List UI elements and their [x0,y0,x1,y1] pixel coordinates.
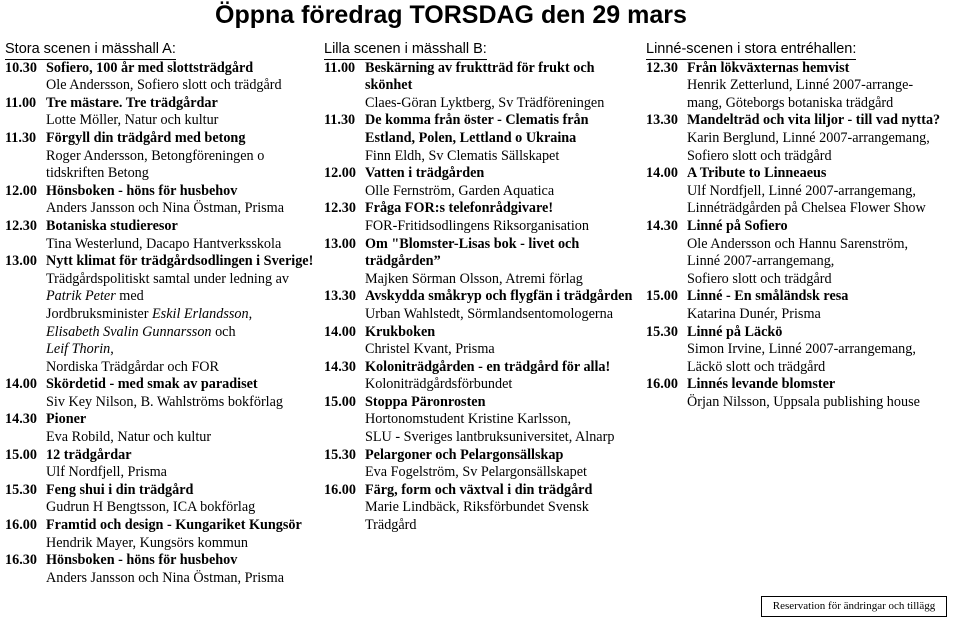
column-lilla-scenen [324,41,642,535]
session-speaker-line: Lotte Möller, Natur och kultur [46,112,219,129]
entry-heading-row [646,288,958,306]
session-speaker-line: Katarina Dunér, Prisma [687,305,821,322]
column-heading: Lilla scenen i mässhall B: [324,41,487,60]
session-time: 14.30 [324,358,356,375]
session-title: Hönsboken - höns för husbehov [46,182,238,199]
session-speaker-line: Siv Key Nilson, B. Wahlströms bokförlag [46,393,284,410]
schedule-entry [646,112,958,165]
session-speaker-line: SLU - Sveriges lantbruksuniversitet, Alnarp [365,429,615,446]
entry-heading-row [5,376,315,394]
session-speaker-line: Henrik Zetterlund, Linné 2007-arrange- [687,77,914,94]
session-time: 12.30 [5,217,37,234]
session-title: Linné - En småländsk resa [687,288,849,305]
session-time: 12.30 [646,59,678,76]
entry-heading-row [5,517,315,535]
entry-heading-row [5,253,315,271]
session-speaker-line: Christel Kvant, Prisma [365,341,495,358]
session-time: 14.30 [5,411,37,428]
entry-heading-row [5,411,315,429]
column-heading: Linné-scenen i stora entréhallen: [646,41,856,60]
entry-heading-row [5,60,315,78]
session-time: 14.00 [324,323,356,340]
session-speaker-line: Hendrik Mayer, Kungsörs kommun [46,534,248,551]
schedule-entry [646,324,958,377]
schedule-entry [324,112,642,165]
session-title: Avskydda småkryp och flygfän i trädgården [365,288,633,305]
session-time: 12.30 [324,200,356,217]
schedule-entry [5,218,315,253]
session-time: 15.30 [646,323,678,340]
entry-heading-row [646,165,958,183]
entry-heading-row [5,447,315,465]
entry-heading-row [324,288,642,306]
session-time: 14.00 [5,376,37,393]
session-speaker-line: Örjan Nilsson, Uppsala publishing house [687,393,920,410]
session-speaker-line: Ulf Nordfjell, Prisma [46,464,167,481]
session-time: 13.30 [646,112,678,129]
session-time: 11.30 [5,129,37,146]
session-title: Från lökväxternas hemvist [687,59,850,76]
session-speaker-line: Ole Andersson och Hannu Sarenström, [687,235,909,252]
session-title: Linnés levande blomster [687,376,836,393]
schedule-entry [324,447,642,482]
schedule-entry [646,288,958,323]
session-title: Beskärning av fruktträd för frukt och skönhet [365,59,595,94]
session-title: Botaniska studieresor [46,217,178,234]
schedule-entry [5,183,315,218]
session-time: 10.30 [5,59,37,76]
session-time: 16.00 [5,517,37,534]
session-speaker-line: Eva Robild, Natur och kultur [46,429,212,446]
schedule-entry [5,253,315,376]
session-speaker-line: Trädgård [365,517,417,534]
column-heading: Stora scenen i mässhall A: [5,41,176,60]
session-speaker-line: Roger Andersson, Betongföreningen o [46,147,265,164]
session-title: Pelargoner och Pelargonsällskap [365,446,564,463]
schedule-entry [646,376,958,411]
entry-heading-row [646,218,958,236]
session-speaker-line: Ulf Nordfjell, Linné 2007-arrangemang, [687,182,916,199]
session-speaker-line: mang, Göteborgs botaniska trädgård [687,94,894,111]
session-time: 15.30 [324,446,356,463]
session-title: Stoppa Päronrosten [365,393,486,410]
session-title: Om "Blomster-Lisas bok - livet och trädgården” [365,235,580,270]
session-title: Skördetid - med smak av paradiset [46,376,258,393]
column-stora-scenen [5,41,315,587]
session-time: 15.00 [5,446,37,463]
session-time: 16.00 [646,376,678,393]
session-title: De komma från öster - Clematis från Estland, Polen, Lettland o Ukraina [365,112,589,146]
reservation-note: Reservation för ändringar och tillägg [761,596,947,617]
entry-heading-row [324,482,642,500]
entry-heading-row [324,200,642,218]
session-speaker-line: Anders Jansson och Nina Östman, Prisma [46,569,285,586]
session-title: Vatten i trädgården [365,165,485,182]
session-speaker-line: Claes-Göran Lyktberg, Sv Trädföreningen [365,94,605,111]
session-time: 15.30 [5,481,37,498]
column-linne-scenen [646,41,958,411]
session-title: Hönsboken - höns för husbehov [46,552,238,569]
session-speaker-line: Karin Berglund, Linné 2007-arrangemang, [687,129,930,146]
session-time: 11.00 [5,94,37,111]
session-time: 12.00 [5,182,37,199]
session-speaker-line: Leif Thorin, [46,341,114,358]
session-title: A Tribute to Linneaeus [687,165,827,182]
entry-heading-row [324,236,642,271]
entry-heading-row [324,447,642,465]
session-speaker-line: Anders Jansson och Nina Östman, Prisma [46,200,285,217]
entry-heading-row [324,359,642,377]
session-title: Linné på Sofiero [687,217,788,234]
session-time: 14.30 [646,217,678,234]
session-title: Sofiero, 100 år med slottsträdgård [46,59,254,76]
session-speaker-line: Eva Fogelström, Sv Pelargonsällskapet [365,464,587,481]
schedule-entry [5,482,315,517]
schedule-list [5,60,315,588]
schedule-entry [324,394,642,447]
session-speaker-line: Sofiero slott och trädgård [687,270,832,287]
session-title: Koloniträdgården - en trädgård för alla! [365,358,611,375]
session-time: 12.00 [324,165,356,182]
session-speaker-line: Simon Irvine, Linné 2007-arrangemang, [687,341,916,358]
entry-heading-row [324,394,642,412]
schedule-entry [5,95,315,130]
schedule-entry [324,236,642,289]
schedule-entry [324,288,642,323]
session-speaker-line: FOR-Fritidsodlingens Riksorganisation [365,217,589,234]
entry-heading-row [5,130,315,148]
session-speaker-line: Linnéträdgården på Chelsea Flower Show [687,200,926,217]
page-title: Öppna föredrag TORSDAG den 29 mars [215,1,687,29]
session-speaker-line: Olle Fernström, Garden Aquatica [365,182,555,199]
session-speaker-line: Trädgårdspolitiskt samtal under ledning av [46,270,289,287]
schedule-entry [5,376,315,411]
schedule-entry [324,165,642,200]
entry-heading-row [646,60,958,78]
session-speaker-line: Gudrun H Bengtsson, ICA bokförlag [46,499,256,516]
session-speaker-line: Läckö slott och trädgård [687,358,826,375]
session-title: Feng shui i din trädgård [46,481,194,498]
session-time: 14.00 [646,165,678,182]
entry-heading-row [324,112,642,147]
session-time: 13.00 [324,235,356,252]
schedule-entry [646,218,958,288]
session-time: 16.00 [324,481,356,498]
schedule-entry [5,130,315,183]
session-speaker-line: Elisabeth Svalin Gunnarsson och [46,323,236,340]
session-speaker-line: Nordiska Trädgårdar och FOR [46,358,219,375]
session-title: Förgyll din trädgård med betong [46,129,246,146]
session-title: Nytt klimat för trädgårdsodlingen i Sverige! [46,253,314,270]
schedule-entry [324,60,642,113]
schedule-entry [5,60,315,95]
session-speaker-line: Hortonomstudent Kristine Karlsson, [365,411,572,428]
session-title: Tre mästare. Tre trädgårdar [46,94,218,111]
session-speaker-line: Finn Eldh, Sv Clematis Sällskapet [365,147,560,164]
session-title: Framtid och design - Kungariket Kungsör [46,517,302,534]
session-title: Krukboken [365,323,436,340]
schedule-entry [5,411,315,446]
entry-heading-row [5,218,315,236]
entry-heading-row [646,112,958,130]
session-speaker-line: Urban Wahlstedt, Sörmlandsentomologerna [365,305,614,322]
entry-heading-row [5,95,315,113]
session-title: Fråga FOR:s telefonrådgivare! [365,200,554,217]
schedule-entry [646,60,958,113]
entry-heading-row [5,552,315,570]
session-speaker-line: Jordbruksminister Eskil Erlandsson, [46,305,253,322]
schedule-entry [324,482,642,535]
schedule-entry [646,165,958,218]
session-title: Pioner [46,411,87,428]
entry-heading-row [324,60,642,95]
session-speaker-line: Tina Westerlund, Dacapo Hantverksskola [46,235,282,252]
session-title: Linné på Läckö [687,323,783,340]
session-title: 12 trädgårdar [46,446,132,463]
session-speaker-line: Marie Lindbäck, Riksförbundet Svensk [365,499,589,516]
entry-heading-row [646,324,958,342]
session-speaker-line: Koloniträdgårdsförbundet [365,376,513,393]
session-speaker-line: Linné 2007-arrangemang, [687,253,835,270]
session-time: 15.00 [646,288,678,305]
schedule-list [646,60,958,412]
session-speaker-line: Patrik Peter med [46,288,144,305]
schedule-entry [324,200,642,235]
schedule-list [324,60,642,535]
entry-heading-row [324,324,642,342]
entry-heading-row [324,165,642,183]
session-time: 11.00 [324,59,356,76]
entry-heading-row [5,183,315,201]
schedule-entry [5,552,315,587]
session-speaker-line: Sofiero slott och trädgård [687,147,832,164]
session-time: 16.30 [5,552,37,569]
session-speaker-line: tidskriften Betong [46,165,149,182]
entry-heading-row [5,482,315,500]
schedule-entry [324,359,642,394]
session-speaker-line: Ole Andersson, Sofiero slott och trädgård [46,77,282,94]
session-title: Färg, form och växtval i din trädgård [365,481,593,498]
schedule-entry [5,447,315,482]
entry-heading-row [646,376,958,394]
session-time: 13.30 [324,288,356,305]
session-time: 13.00 [5,253,37,270]
session-speaker-line: Majken Sörman Olsson, Atremi förlag [365,270,583,287]
schedule-entry [5,517,315,552]
session-title: Mandelträd och vita liljor - till vad nytta? [687,112,941,129]
session-time: 15.00 [324,393,356,410]
schedule-entry [324,324,642,359]
session-time: 11.30 [324,112,356,129]
